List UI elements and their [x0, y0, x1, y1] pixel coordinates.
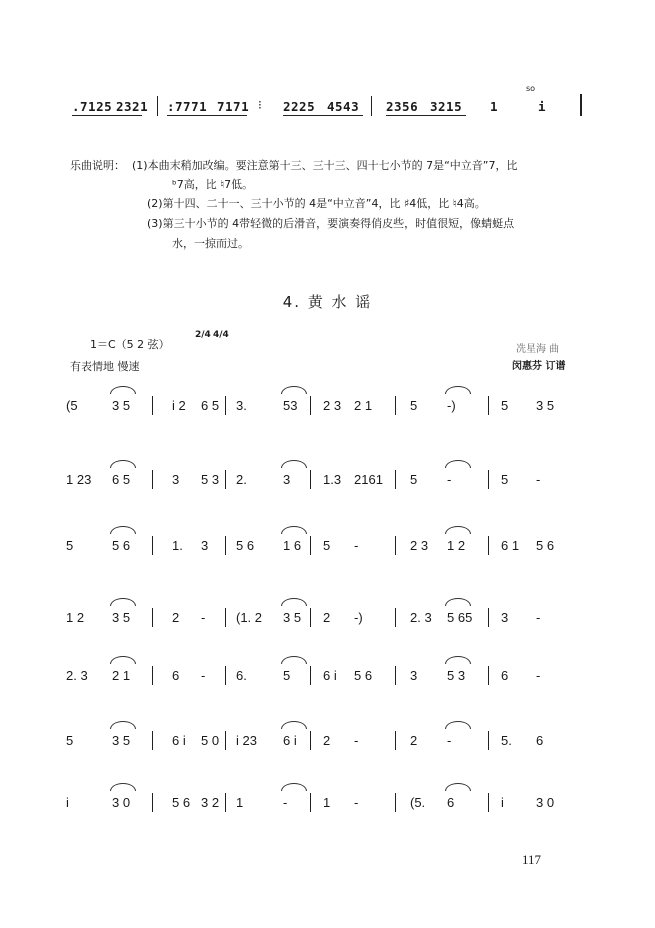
- score-group: 2225: [283, 99, 316, 114]
- bar-line: [225, 536, 226, 555]
- slur-mark: [281, 460, 307, 468]
- score-note: 2. 3: [410, 610, 432, 625]
- score-note: 5 6: [236, 538, 255, 553]
- score-note: 6 i: [323, 668, 337, 683]
- slur-mark: [110, 721, 136, 729]
- slur-mark: [110, 598, 136, 606]
- score-note: i: [501, 795, 504, 810]
- score-note: 6 5: [112, 472, 131, 487]
- score-note: 6 i: [172, 733, 186, 748]
- final-bar-line: [580, 94, 582, 116]
- notes-item: 水，一掠而过。: [172, 237, 249, 250]
- score-note: 3 5: [112, 733, 131, 748]
- score-note: 2161: [354, 472, 383, 487]
- score-note: 5: [501, 398, 509, 413]
- score-note: 5 6: [172, 795, 191, 810]
- score-note: 6: [536, 733, 544, 748]
- score-note: 6: [501, 668, 509, 683]
- notes-item: (2)第十四、二十一、三十小节的 4是“中立音”4，比 ♯4低，比 ♮4高。: [147, 197, 486, 210]
- score-note: 5: [66, 538, 74, 553]
- score-note: 5: [410, 398, 418, 413]
- score-note: (5.: [410, 795, 426, 810]
- score-group: 4543: [327, 99, 360, 114]
- slur-mark: [281, 526, 307, 534]
- score-note: -: [536, 610, 541, 625]
- bar-line: [225, 470, 226, 489]
- score-note: -: [283, 795, 288, 810]
- piece-title: 4. 黄 水 谣: [282, 293, 373, 311]
- score-note: 1: [236, 795, 244, 810]
- score-note: 1 2: [447, 538, 466, 553]
- slur-mark: [110, 783, 136, 791]
- score-note: 3 5: [283, 610, 302, 625]
- bar-line: [152, 470, 153, 489]
- score-note: 5 65: [447, 610, 473, 625]
- bar-line: [488, 536, 489, 555]
- slur-mark: [445, 783, 471, 791]
- bar-line: [152, 793, 153, 812]
- score-note: 6: [447, 795, 455, 810]
- score-note: i 2: [172, 398, 186, 413]
- bar-line: [225, 731, 226, 750]
- composer-credit: 冼星海 曲: [516, 344, 560, 355]
- meter-b: 4/4: [213, 330, 229, 340]
- score-note: 5.: [501, 733, 512, 748]
- arranger-credit: 闵惠芬 订谱: [512, 361, 566, 372]
- bar-line: [310, 793, 311, 812]
- score-note: -: [354, 733, 359, 748]
- score-note: 1.: [172, 538, 183, 553]
- slur-mark: [110, 460, 136, 468]
- score-note: 3: [201, 538, 209, 553]
- score-note: 2 3: [323, 398, 342, 413]
- score-note: 2: [172, 610, 180, 625]
- score-note: -: [447, 472, 452, 487]
- score-note: -: [201, 610, 206, 625]
- score-group: i: [538, 99, 547, 114]
- slur-mark: [281, 656, 307, 664]
- score-note: 2 3: [410, 538, 429, 553]
- score-note: 1: [323, 795, 331, 810]
- expression-mark: 有表情地 慢速: [70, 360, 140, 373]
- score-note: 5 6: [354, 668, 373, 683]
- score-note: (1. 2: [236, 610, 263, 625]
- score-note: 1 2: [66, 610, 85, 625]
- score-note: 6 5: [201, 398, 220, 413]
- score-note: 5: [410, 472, 418, 487]
- bar-line: [152, 731, 153, 750]
- score-note: 1 23: [66, 472, 92, 487]
- score-note: 2: [323, 610, 331, 625]
- score-group: 1: [490, 99, 499, 114]
- bar-line: [488, 470, 489, 489]
- slur-mark: [281, 386, 307, 394]
- score-group: 7171: [217, 99, 250, 114]
- score-note: (5: [66, 398, 78, 413]
- score-note: 5 6: [112, 538, 131, 553]
- score-note: -: [536, 472, 541, 487]
- score-group: 2321: [116, 99, 149, 114]
- bar-line: [225, 666, 226, 685]
- bar-line: [310, 470, 311, 489]
- bar-line: [310, 666, 311, 685]
- score-note: -: [447, 733, 452, 748]
- score-note: -): [354, 610, 363, 625]
- bar-line: [310, 608, 311, 627]
- slur-mark: [281, 783, 307, 791]
- score-note: 3 5: [112, 398, 131, 413]
- bar-line: [488, 608, 489, 627]
- bar-line: [310, 731, 311, 750]
- bar-line: [395, 536, 396, 555]
- bar-line: [225, 793, 226, 812]
- slur-mark: [445, 386, 471, 394]
- score-note: 53: [283, 398, 298, 413]
- score-note: 2 1: [354, 398, 373, 413]
- slur-mark: [445, 721, 471, 729]
- separator-mark: ⁝: [258, 98, 262, 112]
- score-note: 5 6: [536, 538, 555, 553]
- score-note: 3: [501, 610, 509, 625]
- score-note: i 23: [236, 733, 257, 748]
- notes-heading: 乐曲说明：: [70, 159, 125, 172]
- bar-line: [310, 536, 311, 555]
- notes-item: (3)第三十小节的 4带轻微的后滑音，要演奏得俏皮些，时值很短，像蜻蜓点: [147, 217, 515, 230]
- score-note: -: [354, 538, 359, 553]
- bar-line: [152, 536, 153, 555]
- score-note: 2.: [236, 472, 247, 487]
- score-note: 1 6: [283, 538, 302, 553]
- bar-line: [152, 666, 153, 685]
- score-note: 3 2: [201, 795, 220, 810]
- score-note: 3 0: [112, 795, 131, 810]
- slur-mark: [445, 526, 471, 534]
- notes-item: ᵇ7高，比 ♮7低。: [172, 178, 254, 191]
- score-note: 3: [410, 668, 418, 683]
- bar-line: [310, 396, 311, 415]
- score-note: 2: [323, 733, 331, 748]
- bar-line: [371, 96, 372, 116]
- score-group: :7771: [167, 99, 208, 114]
- score-group: 3215: [430, 99, 463, 114]
- bar-line: [225, 608, 226, 627]
- bar-line: [488, 396, 489, 415]
- score-note: 3: [283, 472, 291, 487]
- bar-line: [395, 793, 396, 812]
- bar-line: [152, 608, 153, 627]
- slur-mark: [110, 656, 136, 664]
- bar-line: [225, 396, 226, 415]
- score-note: 5 3: [447, 668, 466, 683]
- score-note: -: [536, 668, 541, 683]
- score-note: 3 5: [536, 398, 555, 413]
- score-note: -: [201, 668, 206, 683]
- score-note: 1.3: [323, 472, 342, 487]
- score-note: 5 3: [201, 472, 220, 487]
- slur-mark: [281, 721, 307, 729]
- score-note: 5 0: [201, 733, 220, 748]
- bar-line: [488, 731, 489, 750]
- score-note: 5: [501, 472, 509, 487]
- score-group: .7125: [72, 99, 113, 114]
- score-note: 6.: [236, 668, 247, 683]
- bar-line: [395, 608, 396, 627]
- meter-a: 2/4: [195, 330, 211, 340]
- page-number: 117: [522, 852, 542, 867]
- score-note: 2 1: [112, 668, 131, 683]
- bar-line: [395, 666, 396, 685]
- score-note: 3.: [236, 398, 247, 413]
- bar-line: [395, 396, 396, 415]
- score-note: 3 5: [112, 610, 131, 625]
- score-note: 3 0: [536, 795, 555, 810]
- score-note: 2. 3: [66, 668, 88, 683]
- score-note: 3: [172, 472, 180, 487]
- score-note: -: [354, 795, 359, 810]
- bar-line: [152, 396, 153, 415]
- slur-mark: [445, 460, 471, 468]
- slur-mark: [445, 656, 471, 664]
- score-note: 6 i: [283, 733, 297, 748]
- score-note: 5: [283, 668, 291, 683]
- marker-text: so: [526, 84, 536, 93]
- slur-mark: [110, 526, 136, 534]
- bar-line: [395, 731, 396, 750]
- notes-item: (1)本曲末稍加改编。要注意第十三、三十三、四十七小节的 7是“中立音”7，比: [132, 159, 518, 172]
- score-note: 6: [172, 668, 180, 683]
- slur-mark: [110, 386, 136, 394]
- key-signature: 1＝C（5 2 弦）: [90, 338, 170, 351]
- score-note: 2: [410, 733, 418, 748]
- score-note: 5: [323, 538, 331, 553]
- score-note: 6 1: [501, 538, 520, 553]
- score-group: 2356: [386, 99, 419, 114]
- slur-mark: [445, 598, 471, 606]
- bar-line: [488, 666, 489, 685]
- bar-line: [488, 793, 489, 812]
- score-note: i: [66, 795, 69, 810]
- slur-mark: [281, 598, 307, 606]
- score-note: -): [447, 398, 456, 413]
- bar-line: [157, 96, 158, 116]
- score-note: 5: [66, 733, 74, 748]
- bar-line: [395, 470, 396, 489]
